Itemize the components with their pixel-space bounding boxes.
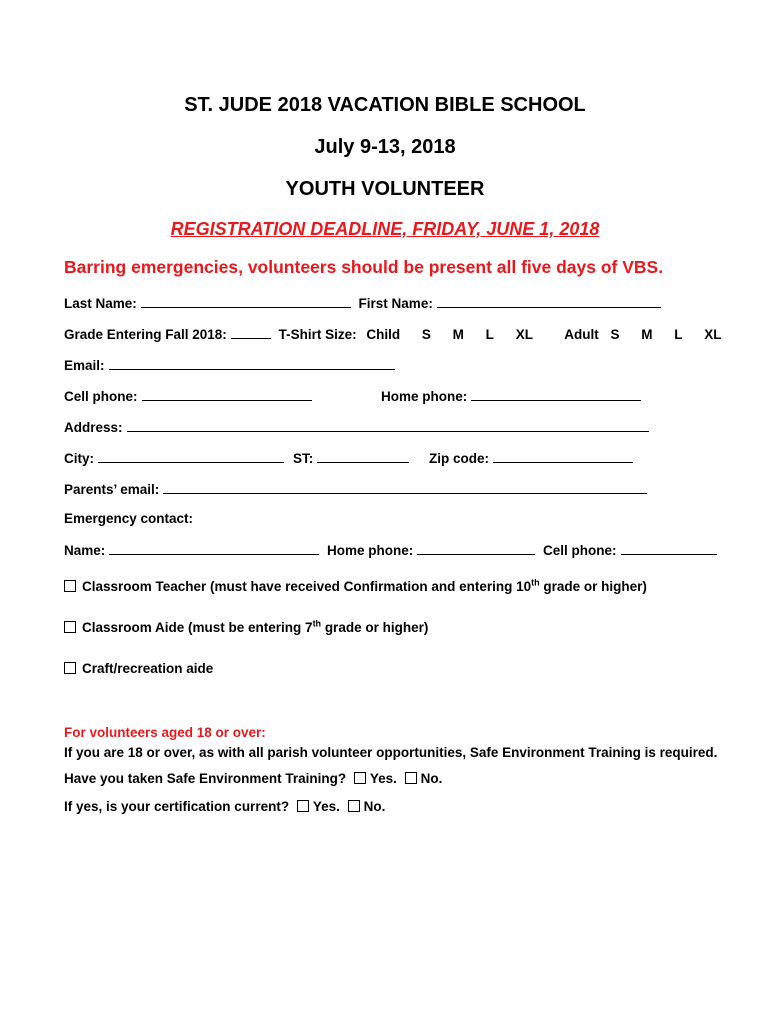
state-group bbox=[293, 450, 409, 466]
tshirt-label: T-Shirt Size: bbox=[278, 327, 357, 342]
craft-label: Craft/recreation aide bbox=[82, 661, 214, 676]
ec-name-label: Name: bbox=[64, 543, 106, 558]
q1-no-checkbox[interactable] bbox=[405, 772, 417, 784]
first-name-field[interactable] bbox=[437, 295, 661, 308]
email-label: Email: bbox=[64, 358, 105, 373]
ec-home-phone-label: Home phone: bbox=[327, 543, 414, 558]
child-size-l[interactable]: L bbox=[485, 327, 494, 342]
email-field[interactable] bbox=[109, 357, 395, 370]
registration-deadline: REGISTRATION DEADLINE, FRIDAY, JUNE 1, 2018 bbox=[170, 219, 600, 239]
city-label: City: bbox=[64, 451, 94, 466]
address-field[interactable] bbox=[127, 419, 649, 432]
grade-label: Grade Entering Fall 2018: bbox=[64, 327, 227, 342]
aide-label: Classroom Aide (must be entering 7 bbox=[82, 620, 313, 635]
adult-size-m[interactable]: M bbox=[641, 327, 653, 342]
aide-label-end: grade or higher) bbox=[321, 620, 429, 635]
last-name-field[interactable] bbox=[141, 295, 351, 308]
adult-size-label: Adult bbox=[564, 327, 599, 342]
safe-env-statement: If you are 18 or over, as with all parish volunteer opportunities, Safe Environment Training is required. bbox=[64, 745, 718, 760]
teacher-label: Classroom Teacher (must have received Confirmation and entering 10 bbox=[82, 579, 532, 594]
q1-yes-checkbox[interactable] bbox=[354, 772, 366, 784]
phone-row bbox=[64, 388, 312, 404]
safe-env-heading: For volunteers aged 18 or over: bbox=[64, 725, 266, 740]
last-name-label: Last Name: bbox=[64, 296, 137, 311]
cell-phone-label: Cell phone: bbox=[64, 389, 138, 404]
city-row bbox=[64, 450, 284, 466]
craft-checkbox[interactable] bbox=[64, 662, 76, 674]
email-row bbox=[64, 357, 395, 373]
q1-label: Have you taken Safe Environment Training? bbox=[64, 771, 347, 786]
q2-no-label: No. bbox=[363, 799, 386, 814]
ec-cell-phone-label: Cell phone: bbox=[543, 543, 617, 558]
grade-field[interactable] bbox=[231, 326, 271, 339]
state-label: ST: bbox=[293, 451, 314, 466]
form-subtitle: YOUTH VOLUNTEER bbox=[285, 178, 485, 200]
q1-yes-label: Yes. bbox=[369, 771, 397, 786]
role-classroom-aide bbox=[64, 620, 428, 635]
q2-label: If yes, is your certification current? bbox=[64, 799, 290, 814]
q2-yes-checkbox[interactable] bbox=[297, 800, 309, 812]
q2-no-checkbox[interactable] bbox=[348, 800, 360, 812]
adult-size-s[interactable]: S bbox=[610, 327, 620, 342]
safe-env-question-1 bbox=[64, 771, 442, 786]
home-phone-label: Home phone: bbox=[381, 389, 468, 404]
form-title: ST. JUDE 2018 VACATION BIBLE SCHOOL bbox=[184, 94, 586, 116]
address-label: Address: bbox=[64, 420, 123, 435]
child-size-m[interactable]: M bbox=[452, 327, 464, 342]
child-size-s[interactable]: S bbox=[421, 327, 431, 342]
home-phone-field[interactable] bbox=[471, 388, 641, 401]
q2-yes-label: Yes. bbox=[312, 799, 340, 814]
event-dates: July 9-13, 2018 bbox=[314, 136, 456, 158]
teacher-checkbox[interactable] bbox=[64, 580, 76, 592]
adult-size-xl[interactable]: XL bbox=[704, 327, 722, 342]
zip-group bbox=[429, 450, 633, 466]
child-size-label: Child bbox=[366, 327, 401, 342]
parents-email-row bbox=[64, 481, 647, 497]
child-size-xl[interactable]: XL bbox=[515, 327, 533, 342]
address-row bbox=[64, 419, 649, 435]
ec-name-field[interactable] bbox=[109, 542, 319, 555]
aide-ordinal: th bbox=[312, 618, 322, 629]
attendance-notice: Barring emergencies, volunteers should be present all five days of VBS. bbox=[64, 257, 664, 277]
home-phone-group bbox=[381, 388, 641, 404]
teacher-label-end: grade or higher) bbox=[539, 579, 647, 594]
ec-home-phone-field[interactable] bbox=[417, 542, 535, 555]
role-craft-aide bbox=[64, 661, 213, 676]
parents-email-field[interactable] bbox=[163, 481, 647, 494]
emergency-contact-heading: Emergency contact: bbox=[64, 511, 194, 526]
parents-email-label: Parents’ email: bbox=[64, 482, 160, 497]
zip-label: Zip code: bbox=[429, 451, 489, 466]
grade-tshirt-row bbox=[64, 326, 722, 342]
ec-cell-phone-field[interactable] bbox=[621, 542, 717, 555]
city-field[interactable] bbox=[98, 450, 284, 463]
cell-phone-field[interactable] bbox=[142, 388, 312, 401]
aide-checkbox[interactable] bbox=[64, 621, 76, 633]
adult-size-l[interactable]: L bbox=[674, 327, 683, 342]
safe-env-question-2 bbox=[64, 799, 385, 814]
zip-field[interactable] bbox=[493, 450, 633, 463]
first-name-label: First Name: bbox=[358, 296, 433, 311]
q1-no-label: No. bbox=[420, 771, 443, 786]
name-row bbox=[64, 295, 661, 311]
state-field[interactable] bbox=[317, 450, 409, 463]
role-classroom-teacher bbox=[64, 579, 647, 594]
emergency-contact-row bbox=[64, 542, 717, 558]
teacher-ordinal: th bbox=[531, 577, 540, 588]
